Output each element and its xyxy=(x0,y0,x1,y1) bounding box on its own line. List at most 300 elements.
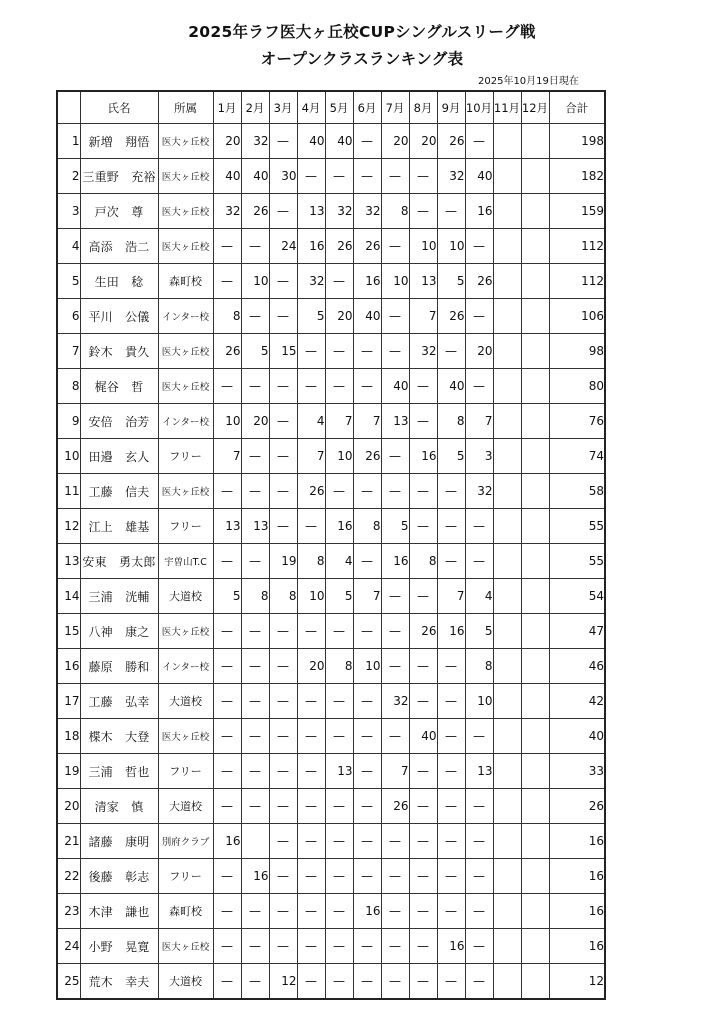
month-score-cell: 20 xyxy=(297,649,325,684)
table-row xyxy=(57,754,605,789)
month-score-cell xyxy=(493,649,521,684)
table-row xyxy=(57,824,605,859)
table-row xyxy=(57,264,605,299)
month-score-cell: — xyxy=(213,684,241,719)
month-score-cell: 10 xyxy=(437,229,465,264)
player-name-cell: 安倍 治芳 xyxy=(80,404,158,439)
month-score-cell: — xyxy=(325,824,353,859)
month-score-cell: — xyxy=(241,789,269,824)
month-score-cell xyxy=(521,579,549,614)
month-score-cell xyxy=(493,719,521,754)
month-score-cell: 20 xyxy=(241,404,269,439)
month-score-cell: — xyxy=(241,439,269,474)
month-score-cell: — xyxy=(325,894,353,929)
month-score-cell xyxy=(493,334,521,369)
month-score-cell: 26 xyxy=(241,194,269,229)
month-score-cell: 40 xyxy=(325,124,353,159)
month-score-cell xyxy=(521,824,549,859)
month-score-cell: — xyxy=(437,334,465,369)
rank-cell: 15 xyxy=(57,614,80,649)
month-score-cell: — xyxy=(353,789,381,824)
player-name-cell: 梶谷 哲 xyxy=(80,369,158,404)
total-cell: 112 xyxy=(549,229,605,264)
table-row xyxy=(57,369,605,404)
column-header: 合計 xyxy=(549,91,605,124)
rank-cell: 6 xyxy=(57,299,80,334)
month-score-cell: — xyxy=(213,789,241,824)
month-score-cell: 32 xyxy=(297,264,325,299)
month-score-cell: 32 xyxy=(465,474,493,509)
rank-cell: 13 xyxy=(57,544,80,579)
month-score-cell: 16 xyxy=(465,194,493,229)
rank-cell: 18 xyxy=(57,719,80,754)
month-score-cell: — xyxy=(381,719,409,754)
month-score-cell: — xyxy=(465,544,493,579)
month-score-cell: 20 xyxy=(381,124,409,159)
month-score-cell: — xyxy=(465,789,493,824)
month-score-cell: 15 xyxy=(269,334,297,369)
column-header xyxy=(57,91,80,124)
month-score-cell: — xyxy=(269,824,297,859)
month-score-cell: 8 xyxy=(269,579,297,614)
rank-cell: 20 xyxy=(57,789,80,824)
club-cell: 医大ヶ丘校 xyxy=(158,194,213,229)
month-score-cell: 10 xyxy=(409,229,437,264)
month-score-cell: — xyxy=(241,894,269,929)
month-score-cell: 5 xyxy=(241,334,269,369)
month-score-cell: — xyxy=(325,859,353,894)
month-score-cell: 13 xyxy=(325,754,353,789)
month-score-cell: 12 xyxy=(269,964,297,1000)
month-score-cell: — xyxy=(409,789,437,824)
month-score-cell: 5 xyxy=(213,579,241,614)
rank-cell: 25 xyxy=(57,964,80,1000)
club-cell: 森町校 xyxy=(158,264,213,299)
player-name-cell: 後藤 彰志 xyxy=(80,859,158,894)
month-score-cell: 26 xyxy=(465,264,493,299)
month-score-cell xyxy=(493,684,521,719)
month-score-cell xyxy=(521,894,549,929)
column-header: 6月 xyxy=(353,91,381,124)
month-score-cell: — xyxy=(381,579,409,614)
month-score-cell: — xyxy=(437,754,465,789)
total-cell: 47 xyxy=(549,614,605,649)
month-score-cell: — xyxy=(269,124,297,159)
month-score-cell: — xyxy=(269,509,297,544)
month-score-cell: — xyxy=(353,859,381,894)
month-score-cell: — xyxy=(297,684,325,719)
month-score-cell: — xyxy=(381,964,409,1000)
club-cell: フリー xyxy=(158,859,213,894)
month-score-cell: 8 xyxy=(213,299,241,334)
month-score-cell: — xyxy=(381,334,409,369)
club-cell: インター校 xyxy=(158,404,213,439)
month-score-cell: 32 xyxy=(353,194,381,229)
month-score-cell xyxy=(521,194,549,229)
month-score-cell: — xyxy=(353,824,381,859)
month-score-cell: — xyxy=(437,684,465,719)
month-score-cell: 19 xyxy=(269,544,297,579)
month-score-cell: — xyxy=(213,544,241,579)
month-score-cell: — xyxy=(353,124,381,159)
table-row xyxy=(57,439,605,474)
club-cell: 医大ヶ丘校 xyxy=(158,334,213,369)
player-name-cell: 安東 勇太郎 xyxy=(80,544,158,579)
month-score-cell: — xyxy=(325,264,353,299)
table-header-row xyxy=(57,91,605,124)
rank-cell: 16 xyxy=(57,649,80,684)
rank-cell: 12 xyxy=(57,509,80,544)
month-score-cell: 3 xyxy=(465,439,493,474)
month-score-cell: — xyxy=(409,159,437,194)
month-score-cell: — xyxy=(297,369,325,404)
month-score-cell: — xyxy=(437,474,465,509)
month-score-cell: 8 xyxy=(465,649,493,684)
month-score-cell xyxy=(521,229,549,264)
month-score-cell: 13 xyxy=(381,404,409,439)
column-header: 1月 xyxy=(213,91,241,124)
month-score-cell: — xyxy=(241,719,269,754)
month-score-cell: 10 xyxy=(241,264,269,299)
month-score-cell: 7 xyxy=(213,439,241,474)
as-of-date: 2025年10月19日現在 xyxy=(478,76,579,87)
month-score-cell: — xyxy=(213,929,241,964)
month-score-cell: 16 xyxy=(437,614,465,649)
month-score-cell: — xyxy=(353,719,381,754)
total-cell: 42 xyxy=(549,684,605,719)
month-score-cell: 8 xyxy=(297,544,325,579)
month-score-cell: 32 xyxy=(409,334,437,369)
month-score-cell: — xyxy=(381,474,409,509)
month-score-cell: — xyxy=(409,754,437,789)
month-score-cell: — xyxy=(353,159,381,194)
column-header: 3月 xyxy=(269,91,297,124)
total-cell: 80 xyxy=(549,369,605,404)
month-score-cell: — xyxy=(353,964,381,1000)
club-cell: 大道校 xyxy=(158,789,213,824)
player-name-cell: 諸藤 康明 xyxy=(80,824,158,859)
column-header: 2月 xyxy=(241,91,269,124)
month-score-cell: — xyxy=(297,719,325,754)
club-cell: 大道校 xyxy=(158,579,213,614)
month-score-cell: — xyxy=(353,614,381,649)
month-score-cell: — xyxy=(269,859,297,894)
column-header: 9月 xyxy=(437,91,465,124)
month-score-cell: — xyxy=(325,369,353,404)
club-cell: 森町校 xyxy=(158,894,213,929)
month-score-cell: — xyxy=(409,649,437,684)
month-score-cell xyxy=(521,369,549,404)
month-score-cell: 40 xyxy=(437,369,465,404)
month-score-cell xyxy=(493,124,521,159)
club-cell: 医大ヶ丘校 xyxy=(158,229,213,264)
month-score-cell xyxy=(493,929,521,964)
table-row xyxy=(57,299,605,334)
rank-cell: 3 xyxy=(57,194,80,229)
month-score-cell: — xyxy=(269,404,297,439)
rank-cell: 5 xyxy=(57,264,80,299)
month-score-cell xyxy=(521,404,549,439)
month-score-cell: — xyxy=(213,369,241,404)
month-score-cell: — xyxy=(241,964,269,1000)
month-score-cell: — xyxy=(381,894,409,929)
month-score-cell: 7 xyxy=(409,299,437,334)
month-score-cell xyxy=(521,964,549,1000)
month-score-cell: — xyxy=(465,369,493,404)
player-name-cell: 工藤 信夫 xyxy=(80,474,158,509)
month-score-cell: 10 xyxy=(353,649,381,684)
month-score-cell xyxy=(493,614,521,649)
total-cell: 26 xyxy=(549,789,605,824)
club-cell: インター校 xyxy=(158,649,213,684)
month-score-cell: — xyxy=(297,824,325,859)
club-cell: フリー xyxy=(158,439,213,474)
month-score-cell: — xyxy=(297,614,325,649)
month-score-cell: 30 xyxy=(269,159,297,194)
month-score-cell: — xyxy=(381,929,409,964)
month-score-cell: 20 xyxy=(409,124,437,159)
column-header: 11月 xyxy=(493,91,521,124)
month-score-cell: 13 xyxy=(465,754,493,789)
month-score-cell xyxy=(521,754,549,789)
rank-cell: 11 xyxy=(57,474,80,509)
month-score-cell xyxy=(493,404,521,439)
month-score-cell: 5 xyxy=(297,299,325,334)
month-score-cell: — xyxy=(269,439,297,474)
month-score-cell: — xyxy=(437,194,465,229)
rank-cell: 23 xyxy=(57,894,80,929)
month-score-cell: — xyxy=(353,474,381,509)
month-score-cell: — xyxy=(325,159,353,194)
month-score-cell: 20 xyxy=(465,334,493,369)
month-score-cell: — xyxy=(409,579,437,614)
table-row xyxy=(57,649,605,684)
table-row xyxy=(57,544,605,579)
month-score-cell: 32 xyxy=(437,159,465,194)
month-score-cell xyxy=(521,439,549,474)
month-score-cell: 10 xyxy=(213,404,241,439)
club-cell: フリー xyxy=(158,754,213,789)
month-score-cell: 5 xyxy=(437,439,465,474)
month-score-cell: 7 xyxy=(353,579,381,614)
month-score-cell xyxy=(521,474,549,509)
table-row xyxy=(57,684,605,719)
month-score-cell: 26 xyxy=(409,614,437,649)
table-row xyxy=(57,894,605,929)
player-name-cell: 楪木 大登 xyxy=(80,719,158,754)
total-cell: 112 xyxy=(549,264,605,299)
player-name-cell: 八神 康之 xyxy=(80,614,158,649)
month-score-cell: — xyxy=(213,894,241,929)
player-name-cell: 田邉 玄人 xyxy=(80,439,158,474)
month-score-cell: — xyxy=(213,614,241,649)
club-cell: 医大ヶ丘校 xyxy=(158,369,213,404)
month-score-cell: — xyxy=(465,299,493,334)
table-row xyxy=(57,614,605,649)
month-score-cell: — xyxy=(297,754,325,789)
month-score-cell: 4 xyxy=(465,579,493,614)
month-score-cell xyxy=(521,124,549,159)
month-score-cell: 7 xyxy=(353,404,381,439)
month-score-cell xyxy=(493,579,521,614)
month-score-cell xyxy=(493,474,521,509)
month-score-cell: — xyxy=(269,719,297,754)
player-name-cell: 生田 稔 xyxy=(80,264,158,299)
month-score-cell: — xyxy=(437,649,465,684)
total-cell: 159 xyxy=(549,194,605,229)
month-score-cell: — xyxy=(409,964,437,1000)
month-score-cell xyxy=(493,859,521,894)
month-score-cell: — xyxy=(325,719,353,754)
month-score-cell: 16 xyxy=(241,859,269,894)
month-score-cell: — xyxy=(465,509,493,544)
rank-cell: 4 xyxy=(57,229,80,264)
month-score-cell: 24 xyxy=(269,229,297,264)
month-score-cell: 13 xyxy=(297,194,325,229)
player-name-cell: 小野 晃寛 xyxy=(80,929,158,964)
month-score-cell xyxy=(521,684,549,719)
player-name-cell: 三重野 充裕 xyxy=(80,159,158,194)
month-score-cell: — xyxy=(213,964,241,1000)
month-score-cell xyxy=(493,544,521,579)
month-score-cell xyxy=(521,264,549,299)
total-cell: 55 xyxy=(549,509,605,544)
month-score-cell: — xyxy=(409,474,437,509)
total-cell: 12 xyxy=(549,964,605,1000)
total-cell: 182 xyxy=(549,159,605,194)
month-score-cell: 16 xyxy=(381,544,409,579)
column-header: 7月 xyxy=(381,91,409,124)
club-cell: 大道校 xyxy=(158,964,213,1000)
month-score-cell: 16 xyxy=(297,229,325,264)
month-score-cell: — xyxy=(269,264,297,299)
total-cell: 16 xyxy=(549,894,605,929)
month-score-cell xyxy=(493,229,521,264)
month-score-cell: 8 xyxy=(437,404,465,439)
table-row xyxy=(57,124,605,159)
rank-cell: 22 xyxy=(57,859,80,894)
month-score-cell xyxy=(493,194,521,229)
month-score-cell: — xyxy=(325,789,353,824)
month-score-cell xyxy=(521,614,549,649)
table-row xyxy=(57,964,605,1000)
month-score-cell: — xyxy=(241,369,269,404)
player-name-cell: 三浦 哲也 xyxy=(80,754,158,789)
month-score-cell xyxy=(493,964,521,1000)
month-score-cell: — xyxy=(353,684,381,719)
month-score-cell: — xyxy=(297,929,325,964)
column-header: 12月 xyxy=(521,91,549,124)
month-score-cell: — xyxy=(213,719,241,754)
month-score-cell xyxy=(493,264,521,299)
month-score-cell: 7 xyxy=(381,754,409,789)
month-score-cell xyxy=(521,299,549,334)
month-score-cell: 26 xyxy=(325,229,353,264)
table-row xyxy=(57,789,605,824)
rank-cell: 19 xyxy=(57,754,80,789)
month-score-cell: — xyxy=(465,859,493,894)
month-score-cell: — xyxy=(437,859,465,894)
month-score-cell: 10 xyxy=(465,684,493,719)
rank-cell: 24 xyxy=(57,929,80,964)
month-score-cell xyxy=(521,859,549,894)
total-cell: 40 xyxy=(549,719,605,754)
month-score-cell: — xyxy=(437,509,465,544)
table-row xyxy=(57,229,605,264)
month-score-cell xyxy=(521,719,549,754)
month-score-cell xyxy=(493,824,521,859)
month-score-cell: 7 xyxy=(465,404,493,439)
month-score-cell: — xyxy=(409,509,437,544)
month-score-cell: 8 xyxy=(381,194,409,229)
month-score-cell: — xyxy=(241,229,269,264)
month-score-cell: 40 xyxy=(465,159,493,194)
month-score-cell: 40 xyxy=(381,369,409,404)
month-score-cell: 7 xyxy=(325,404,353,439)
month-score-cell: 8 xyxy=(241,579,269,614)
player-name-cell: 戸次 尊 xyxy=(80,194,158,229)
month-score-cell xyxy=(521,334,549,369)
month-score-cell: — xyxy=(409,929,437,964)
table-row xyxy=(57,474,605,509)
column-header: 10月 xyxy=(465,91,493,124)
month-score-cell: 26 xyxy=(437,299,465,334)
month-score-cell: 16 xyxy=(213,824,241,859)
rank-cell: 17 xyxy=(57,684,80,719)
player-name-cell: 清家 慎 xyxy=(80,789,158,824)
month-score-cell: — xyxy=(297,159,325,194)
month-score-cell: — xyxy=(437,964,465,1000)
month-score-cell: — xyxy=(213,754,241,789)
table-row xyxy=(57,719,605,754)
total-cell: 74 xyxy=(549,439,605,474)
month-score-cell: 7 xyxy=(437,579,465,614)
month-score-cell: — xyxy=(269,369,297,404)
player-name-cell: 江上 雄基 xyxy=(80,509,158,544)
month-score-cell: 16 xyxy=(437,929,465,964)
month-score-cell: 7 xyxy=(297,439,325,474)
club-cell: フリー xyxy=(158,509,213,544)
month-score-cell: 26 xyxy=(437,124,465,159)
month-score-cell: — xyxy=(269,299,297,334)
month-score-cell: 26 xyxy=(353,439,381,474)
page-title: 2025年ラフ医大ヶ丘校CUPシングルスリーグ戦 xyxy=(188,23,536,41)
month-score-cell: 4 xyxy=(325,544,353,579)
month-score-cell xyxy=(493,754,521,789)
month-score-cell: 13 xyxy=(213,509,241,544)
month-score-cell: 32 xyxy=(381,684,409,719)
rank-cell: 21 xyxy=(57,824,80,859)
month-score-cell: 20 xyxy=(325,299,353,334)
month-score-cell: — xyxy=(213,649,241,684)
column-header: 所属 xyxy=(158,91,213,124)
table-row xyxy=(57,509,605,544)
month-score-cell: — xyxy=(325,334,353,369)
month-score-cell: — xyxy=(381,299,409,334)
month-score-cell: — xyxy=(241,474,269,509)
month-score-cell: — xyxy=(325,684,353,719)
month-score-cell: — xyxy=(297,894,325,929)
month-score-cell xyxy=(493,299,521,334)
table-row xyxy=(57,159,605,194)
month-score-cell xyxy=(493,789,521,824)
month-score-cell: — xyxy=(381,614,409,649)
month-score-cell: — xyxy=(297,789,325,824)
column-header: 氏名 xyxy=(80,91,158,124)
month-score-cell: — xyxy=(269,894,297,929)
month-score-cell: — xyxy=(465,229,493,264)
club-cell: 医大ヶ丘校 xyxy=(158,614,213,649)
